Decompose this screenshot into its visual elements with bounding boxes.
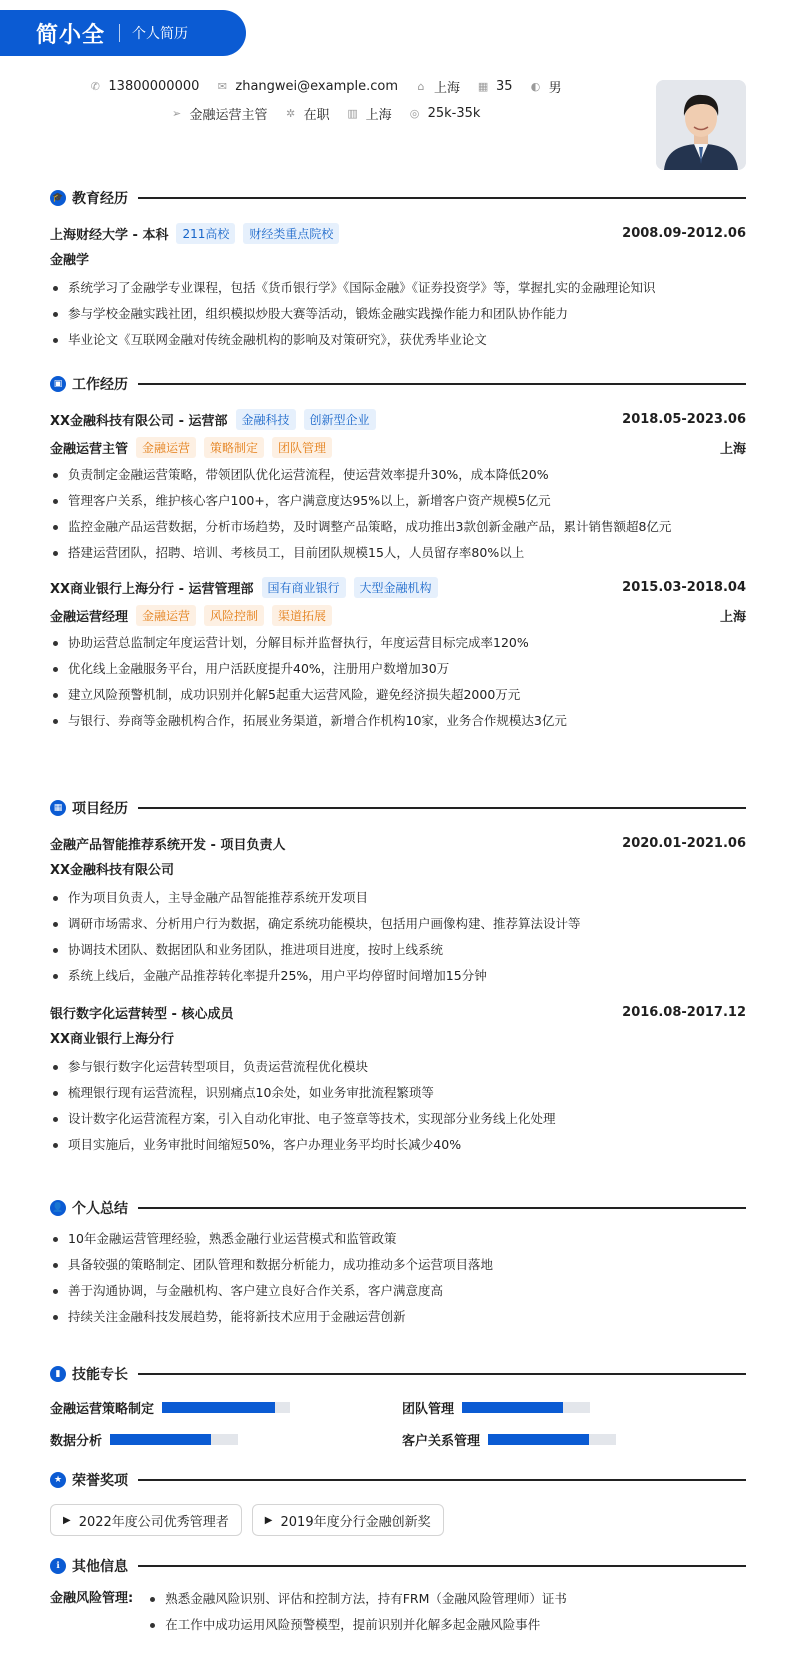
list-item: 熟悉金融风险识别、评估和控制方法，持有FRM（金融风险管理师）证书	[147, 1586, 567, 1612]
other-header	[50, 1556, 746, 1576]
awards-list	[50, 1504, 746, 1536]
work-role-row	[50, 436, 746, 458]
major: 金融学	[50, 253, 90, 268]
list-item: 管理客户关系，维护核心客户100+，客户满意度达95%以上，新增客户资产规模5亿元	[50, 488, 746, 514]
contact-salary	[408, 106, 481, 121]
section-divider	[138, 807, 746, 809]
company-name: XX金融科技有限公司 - 运营部	[50, 413, 228, 429]
skill-bar-fill	[162, 1402, 275, 1413]
list-item: 优化线上金融服务平台，用户活跃度提升40%，注册用户数增加30万	[50, 656, 746, 682]
tag: 国有商业银行	[262, 577, 346, 598]
work-bullets-2	[50, 630, 746, 734]
list-item: 具备较强的策略制定、团队管理和数据分析能力，成功推动多个运营项目落地	[50, 1252, 746, 1278]
list-item: 负责制定金融运营策略，带领团队优化运营流程，使运营效率提升30%，成本降低20%	[50, 462, 746, 488]
skill-item	[50, 1398, 290, 1417]
list-item: 建立风险预警机制，成功识别并化解5起重大运营风险，避免经济损失超2000万元	[50, 682, 746, 708]
project-header	[50, 798, 746, 818]
position-text: 金融运营主管	[189, 107, 268, 123]
tag: 金融科技	[236, 409, 296, 430]
list-item: 监控金融产品运营数据，分析市场趋势，及时调整产品策略，成功推出3款创新金融产品，累计销售额超8亿元	[50, 514, 746, 540]
age-icon: ▦	[477, 79, 489, 93]
medal-icon: ★	[50, 1472, 66, 1488]
contact-work-city	[346, 104, 392, 123]
contact-email	[215, 79, 398, 94]
school-name: 上海财经大学 - 本科	[50, 227, 169, 243]
tag: 策略制定	[204, 437, 264, 458]
graduation-cap-icon: 🎓	[50, 190, 66, 206]
contact-city	[414, 77, 460, 96]
chart-icon: ▮	[50, 1366, 66, 1382]
phone-text: 13800000000	[108, 78, 200, 94]
tag: 财经类重点院校	[243, 223, 339, 244]
header-banner	[0, 10, 246, 56]
tag: 风险控制	[204, 605, 264, 626]
list-item: 系统上线后，金融产品推荐转化率提升25%，用户平均停留时间增加15分钟	[50, 963, 746, 989]
info-person-icon: ℹ	[50, 1558, 66, 1574]
education-date: 2008.09-2012.06	[622, 225, 746, 241]
section-divider	[138, 197, 746, 199]
award-text: 2022年度公司优秀管理者	[78, 1514, 229, 1530]
list-item: 作为项目负责人，主导金融产品智能推荐系统开发项目	[50, 885, 746, 911]
awards-section	[50, 1470, 746, 1536]
summary-section	[50, 1198, 746, 1330]
section-divider	[138, 1373, 746, 1375]
summary-bullets	[50, 1226, 746, 1330]
work-city-text: 上海	[365, 107, 392, 123]
awards-title: 荣誉奖项	[72, 1473, 128, 1489]
list-item: 10年金融运营管理经验，熟悉金融行业运营模式和监管政策	[50, 1226, 746, 1252]
project-entry-1	[50, 832, 746, 854]
salary-icon: ◎	[409, 106, 420, 120]
contact-position	[170, 104, 268, 123]
email-text: zhangwei@example.com	[235, 78, 399, 94]
list-item: 协调技术团队、数据团队和业务团队，推进项目进度，按时上线系统	[50, 937, 746, 963]
gender-icon: ◐	[530, 79, 541, 93]
summary-header	[50, 1198, 746, 1218]
project-entry-2	[50, 1001, 746, 1023]
work-role-row	[50, 604, 746, 626]
project-date: 2016.08-2017.12	[622, 1004, 746, 1020]
grid-icon: ▦	[50, 800, 66, 816]
tag: 大型金融机构	[354, 577, 438, 598]
work-header	[50, 374, 746, 394]
project-name: 金融产品智能推荐系统开发 - 项目负责人	[50, 837, 286, 853]
tag: 金融运营	[136, 605, 196, 626]
contact-status	[284, 104, 330, 123]
contact-row-1	[0, 78, 650, 94]
list-item: 在工作中成功运用风险预警模型，提前识别并化解多起金融风险事件	[147, 1612, 567, 1638]
list-item: 项目实施后，业务审批时间缩短50%，客户办理业务平均时长减少40%	[50, 1132, 746, 1158]
tag: 金融运营	[136, 437, 196, 458]
award-item	[50, 1504, 242, 1536]
section-divider	[138, 1565, 746, 1567]
project-section	[50, 798, 746, 1158]
work-date: 2018.05-2023.06	[622, 411, 746, 427]
work-date: 2015.03-2018.04	[622, 579, 746, 595]
project-title: 项目经历	[72, 801, 128, 817]
other-title: 其他信息	[72, 1559, 128, 1575]
skills-section	[50, 1364, 746, 1384]
award-text: 2019年度分行金融创新奖	[280, 1514, 431, 1530]
send-icon: ➢	[171, 106, 182, 120]
project-date: 2020.01-2021.06	[622, 835, 746, 851]
gender-text: 男	[548, 80, 562, 96]
skill-name: 团队管理	[402, 1402, 455, 1417]
list-item: 搭建运营团队，招聘、培训、考核员工，目前团队规模15人，人员留存率80%以上	[50, 540, 746, 566]
education-header	[50, 188, 746, 208]
skill-bar	[462, 1402, 590, 1413]
play-icon: ▶	[63, 1514, 71, 1526]
skills-title: 技能专长	[72, 1367, 128, 1383]
briefcase-icon: ▣	[50, 376, 66, 392]
tag: 211高校	[176, 223, 235, 244]
skill-bar	[110, 1434, 238, 1445]
work-city: 上海	[719, 609, 746, 625]
mail-icon: ✉	[217, 79, 227, 93]
list-item: 梳理银行现有运营流程，识别痛点10余处，如业务审批流程繁琐等	[50, 1080, 746, 1106]
project-bullets-2	[50, 1054, 746, 1158]
other-entry	[50, 1586, 746, 1638]
work-entry-1	[50, 408, 746, 430]
section-divider	[138, 383, 746, 385]
avatar-portrait	[656, 80, 746, 170]
list-item: 毕业论文《互联网金融对传统金融机构的影响及对策研究》，获优秀毕业论文	[50, 327, 746, 353]
company-name: XX商业银行上海分行 - 运营管理部	[50, 581, 254, 597]
list-item: 与银行、券商等金融机构合作，拓展业务渠道，新增合作机构10家，业务合作规模达3亿元	[50, 708, 746, 734]
list-item: 参与学校金融实践社团，组织模拟炒股大赛等活动，锻炼金融实践操作能力和团队协作能力	[50, 301, 746, 327]
skill-item	[402, 1430, 616, 1449]
home-icon: ⌂	[417, 79, 425, 93]
age-text: 35	[496, 78, 513, 94]
skill-bar	[162, 1402, 290, 1413]
resume-subtitle: 个人简历	[132, 26, 189, 42]
work-entry-2	[50, 576, 746, 598]
skill-name: 客户关系管理	[402, 1434, 481, 1449]
project-bullets-1	[50, 885, 746, 989]
contact-age	[476, 79, 513, 94]
skill-bar-fill	[110, 1434, 211, 1445]
education-entry	[50, 222, 746, 244]
contact-row-2	[0, 105, 650, 121]
awards-header	[50, 1470, 746, 1490]
list-item: 协助运营总监制定年度运营计划，分解目标并监督执行，年度运营目标完成率120%	[50, 630, 746, 656]
list-item: 调研市场需求、分析用户行为数据，确定系统功能模块，包括用户画像构建、推荐算法设计等	[50, 911, 746, 937]
status-icon: ✲	[285, 106, 296, 120]
contact-gender	[529, 77, 562, 96]
skill-bar	[488, 1434, 616, 1445]
profile-photo	[656, 80, 746, 170]
skills-header	[50, 1364, 746, 1384]
project-org: XX商业银行上海分行	[50, 1032, 175, 1047]
education-title: 教育经历	[72, 191, 128, 207]
role-name: 金融运营经理	[50, 609, 129, 625]
project-name: 银行数字化运营转型 - 核心成员	[50, 1006, 234, 1022]
list-item: 设计数字化运营流程方案，引入自动化审批、电子签章等技术，实现部分业务线上化处理	[50, 1106, 746, 1132]
skill-bar-fill	[488, 1434, 589, 1445]
tag: 渠道拓展	[272, 605, 332, 626]
education-bullets	[50, 275, 746, 353]
skill-item	[402, 1398, 590, 1417]
project-org: XX金融科技有限公司	[50, 863, 175, 878]
phone-icon: ✆	[90, 79, 101, 93]
building-icon: ▥	[347, 106, 358, 120]
tag: 团队管理	[272, 437, 332, 458]
list-item: 持续关注金融科技发展趋势，能将新技术应用于金融运营创新	[50, 1304, 746, 1330]
other-label: 金融风险管理:	[50, 1591, 134, 1606]
work-bullets-1	[50, 462, 746, 566]
work-section	[50, 374, 746, 734]
work-city: 上海	[719, 441, 746, 457]
tag: 创新型企业	[304, 409, 376, 430]
list-item: 系统学习了金融学专业课程，包括《货币银行学》《国际金融》《证券投资学》等，掌握扎实的金融理论知识	[50, 275, 746, 301]
skill-bar-fill	[462, 1402, 563, 1413]
list-item: 参与银行数字化运营转型项目，负责运营流程优化模块	[50, 1054, 746, 1080]
other-bullets	[147, 1586, 567, 1638]
other-section	[50, 1556, 746, 1638]
status-text: 在职	[303, 107, 330, 123]
education-section	[50, 188, 746, 353]
play-icon: ▶	[264, 1514, 273, 1526]
summary-title: 个人总结	[72, 1201, 128, 1217]
section-divider	[138, 1207, 746, 1209]
section-divider	[138, 1479, 746, 1481]
user-icon: 👤	[50, 1200, 66, 1216]
header-divider	[119, 24, 120, 42]
skill-name: 金融运营策略制定	[50, 1402, 155, 1417]
candidate-name: 简小全	[36, 22, 106, 48]
salary-text: 25k-35k	[427, 105, 481, 121]
contact-phone	[88, 79, 199, 94]
city-text: 上海	[434, 80, 461, 96]
skill-name: 数据分析	[50, 1434, 103, 1449]
role-name: 金融运营主管	[50, 441, 129, 457]
skill-item	[50, 1430, 238, 1449]
work-title: 工作经历	[72, 377, 128, 393]
award-item	[252, 1504, 444, 1536]
list-item: 善于沟通协调，与金融机构、客户建立良好合作关系，客户满意度高	[50, 1278, 746, 1304]
